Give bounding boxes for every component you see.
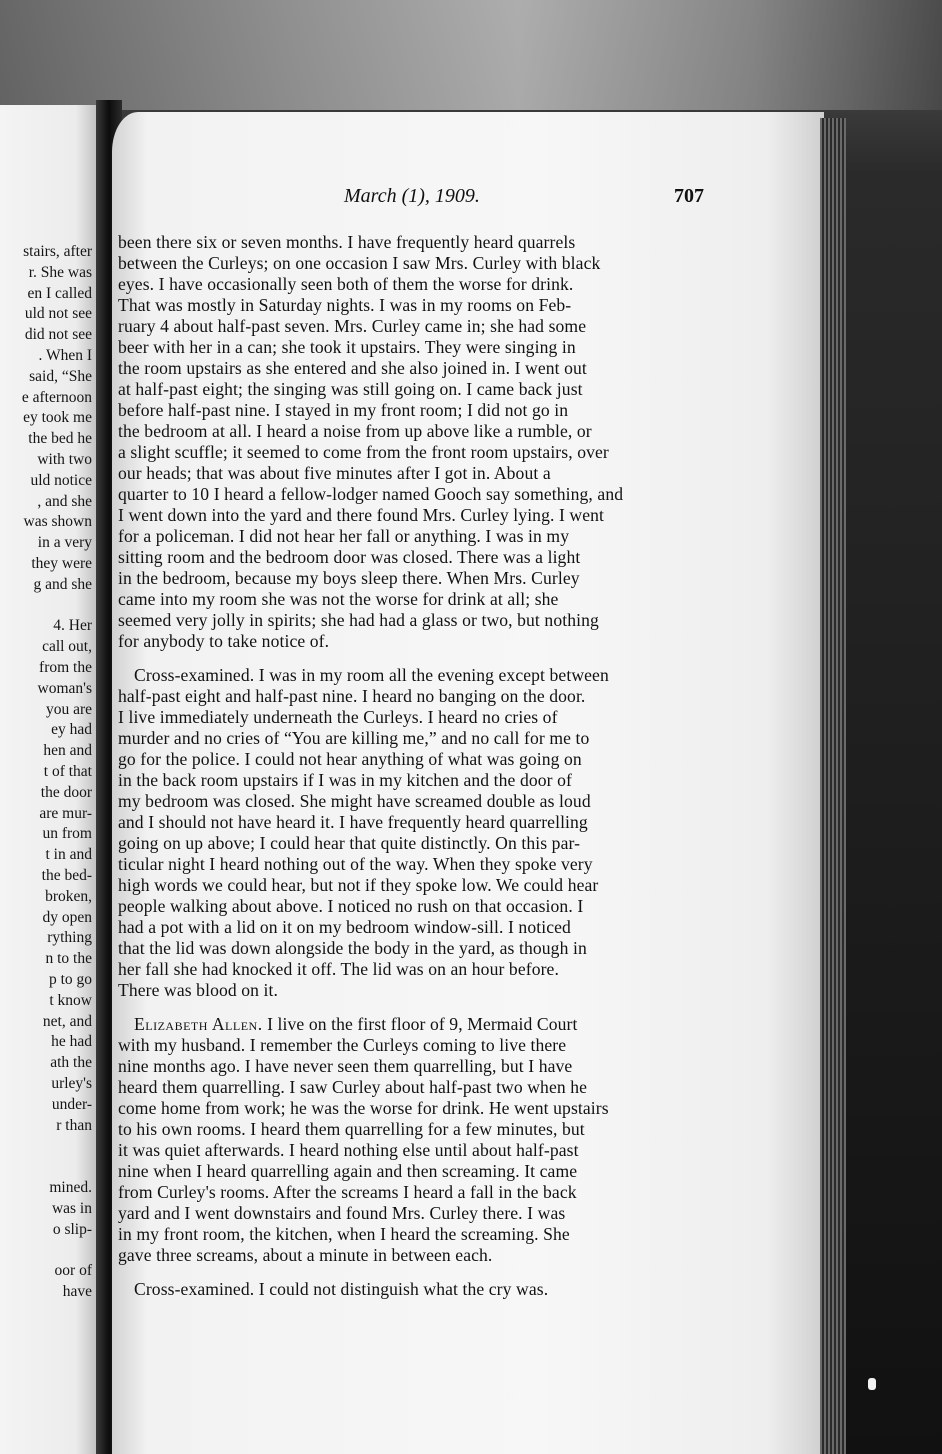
text-line xyxy=(118,749,716,770)
line-text: go for the police. I could not hear anything of what was going on xyxy=(118,749,582,769)
left-page-line: said, “She xyxy=(29,367,92,385)
text-line xyxy=(134,1279,732,1300)
line-text: came into my room she was not the worse for drink at all; she xyxy=(118,589,559,609)
text-line xyxy=(118,526,716,547)
text-line xyxy=(118,358,716,379)
text-line xyxy=(118,938,716,959)
line-text: ticular night I heard nothing out of the way. When they spoke very xyxy=(118,854,593,874)
text-line xyxy=(118,1224,716,1245)
left-page-line: n to the xyxy=(45,950,92,968)
left-page-line: from the xyxy=(39,659,92,676)
book-top-edge xyxy=(0,0,942,110)
line-text: the bedroom at all. I heard a noise from up above like a rumble, or xyxy=(118,421,592,441)
text-line xyxy=(118,505,716,526)
left-page-line: rything xyxy=(47,929,92,947)
text-line xyxy=(118,589,716,610)
left-page-line: g and she xyxy=(33,575,92,593)
left-page-line: the door xyxy=(40,783,92,801)
left-page-line: r than xyxy=(56,1116,92,1134)
line-text: murder and no cries of “You are killing me,” and no call for me to xyxy=(118,728,590,748)
text-line xyxy=(118,379,716,400)
text-line xyxy=(134,665,732,686)
line-text: that the lid was down alongside the body in the yard, as though in xyxy=(118,938,587,958)
left-page-line: un from xyxy=(42,825,92,843)
text-line xyxy=(118,295,716,316)
line-text: sitting room and the bedroom door was closed. There was a light xyxy=(118,547,581,567)
left-page-line: they were xyxy=(31,555,92,572)
text-line xyxy=(118,421,716,442)
line-text: nine months ago. I have never seen them quarrelling, but I have xyxy=(118,1056,573,1076)
left-page-line: p to go xyxy=(48,971,92,988)
line-text: high words we could hear, but not if they spoke low. We could hear xyxy=(118,875,599,895)
left-page-line: broken, xyxy=(45,887,92,905)
left-page-line: mined. xyxy=(49,1179,92,1196)
left-page-line: uld not see xyxy=(24,305,92,323)
left-page-line: the bed he xyxy=(28,430,92,448)
line-text: ruary 4 about half-past seven. Mrs. Curley came in; she had some xyxy=(118,316,587,336)
page-stack-edge xyxy=(820,118,846,1454)
text-line xyxy=(118,833,716,854)
left-page-fragment xyxy=(0,105,108,1454)
left-page-line: urley's xyxy=(51,1075,92,1092)
line-text: in the back room upstairs if I was in my kitchen and the door of xyxy=(118,770,572,790)
line-text: her fall she had knocked it off. The lid was on an hour before. xyxy=(118,959,559,979)
line-text: heard them quarrelling. I saw Curley about half-past two when he xyxy=(118,1077,588,1097)
line-text: for a policeman. I did not hear her fall or anything. I was in my xyxy=(118,526,570,546)
line-text: eyes. I have occasionally seen both of them the worse for drink. xyxy=(118,274,574,294)
line-text: it was quiet afterwards. I heard nothing else until about half-past xyxy=(118,1140,579,1160)
line-text: my bedroom was closed. She might have screamed double as loud xyxy=(118,791,591,811)
left-page-line: under- xyxy=(51,1095,92,1113)
line-text: to his own rooms. I heard them quarrelling for a few minutes, but xyxy=(118,1119,585,1139)
line-text: Cross-examined. I was in my room all the evening except between xyxy=(134,665,609,685)
text-line xyxy=(118,547,716,568)
line-text: with my husband. I remember the Curleys coming to live there xyxy=(118,1035,567,1055)
line-text: I went down into the yard and there found Mrs. Curley lying. I went xyxy=(118,505,605,525)
line-text: come home from work; he was the worse for drink. He went upstairs xyxy=(118,1098,609,1118)
scan-smudge xyxy=(868,1378,876,1390)
speaker-name: Elizabeth Allen. xyxy=(134,1014,263,1034)
text-line xyxy=(118,337,716,358)
line-text: gave three screams, about a minute in between each. xyxy=(118,1245,493,1265)
left-page-line: was shown xyxy=(23,513,92,531)
text-line xyxy=(118,253,716,274)
text-line xyxy=(118,631,716,652)
left-page-line: stairs, after xyxy=(23,243,92,260)
text-line xyxy=(118,232,716,253)
line-text: There was blood on it. xyxy=(118,980,279,1000)
left-page-line: , and she xyxy=(37,492,92,510)
left-page-line: are mur- xyxy=(39,804,92,822)
line-text: yard and I went downstairs and found Mrs. Curley there. I was xyxy=(118,1203,566,1223)
text-line xyxy=(118,568,716,589)
left-page-line: in a very xyxy=(37,534,92,552)
left-page-line: dy open xyxy=(42,908,92,926)
text-line xyxy=(118,400,716,421)
text-line xyxy=(118,854,716,875)
line-text: going on up above; I could hear that quite distinctly. On this par- xyxy=(118,833,581,853)
left-page-line: hen and xyxy=(43,742,92,760)
left-page-line: have xyxy=(62,1283,92,1300)
left-page-line: did not see xyxy=(24,326,92,344)
text-line xyxy=(118,1203,716,1224)
line-text: a slight scuffle; it seemed to come from the front room upstairs, over xyxy=(118,442,609,462)
text-line xyxy=(118,610,716,631)
left-page-line: . When I xyxy=(38,347,92,364)
text-line xyxy=(118,980,716,1001)
left-page-line: ey took me xyxy=(23,409,92,427)
text-line xyxy=(118,1077,716,1098)
text-line xyxy=(118,707,716,728)
left-page-line: you are xyxy=(45,700,92,718)
left-page-line: t in and xyxy=(45,846,92,864)
left-page-line: e afternoon xyxy=(21,388,92,406)
text-line xyxy=(134,1014,732,1035)
left-page-line: woman's xyxy=(37,679,92,697)
text-line xyxy=(118,728,716,749)
text-line xyxy=(118,917,716,938)
text-line xyxy=(118,274,716,295)
text-line xyxy=(118,1161,716,1182)
line-text: had a pot with a lid on it on my bedroom window-sill. I noticed xyxy=(118,917,571,937)
text-line xyxy=(118,1245,716,1266)
text-line xyxy=(118,959,716,980)
text-line xyxy=(118,686,716,707)
line-text: half-past eight and half-past nine. I heard no banging on the door. xyxy=(118,686,586,706)
line-text: for anybody to take notice of. xyxy=(118,631,330,651)
line-text: before half-past nine. I stayed in my front room; I did not go in xyxy=(118,400,569,420)
left-page-line: uld notice xyxy=(30,471,92,489)
text-line xyxy=(118,1182,716,1203)
text-line xyxy=(118,463,716,484)
line-text: at half-past eight; the singing was still going on. I came back just xyxy=(118,379,583,399)
text-line xyxy=(118,875,716,896)
left-page-line: the bed- xyxy=(41,867,92,884)
line-text: from Curley's rooms. After the screams I heard a fall in the back xyxy=(118,1182,577,1202)
text-line xyxy=(118,1098,716,1119)
left-page-line: ey had xyxy=(51,721,92,739)
left-page-line: he had xyxy=(51,1033,92,1051)
left-page-line: en I called xyxy=(27,284,92,302)
line-text: quarter to 10 I heard a fellow-lodger named Gooch say something, and xyxy=(118,484,624,504)
line-text: and I should not have heard it. I have frequently heard quarrelling xyxy=(118,812,588,832)
left-page-line: net, and xyxy=(42,1012,92,1030)
text-line xyxy=(118,484,716,505)
left-page-line: with two xyxy=(37,451,92,468)
line-text: I live on the first floor of 9, Mermaid Court xyxy=(262,1014,578,1034)
page-number: 707 xyxy=(674,185,704,207)
left-page-line: call out, xyxy=(42,638,92,656)
line-text: That was mostly in Saturday nights. I was in my rooms on Feb- xyxy=(118,295,572,315)
page-header xyxy=(112,185,824,215)
text-line xyxy=(118,1035,716,1056)
left-page-line: t of that xyxy=(43,763,92,780)
text-line xyxy=(118,442,716,463)
text-line xyxy=(118,812,716,833)
line-text: the room upstairs as she entered and she also joined in. I went out xyxy=(118,358,587,378)
running-head: March (1), 1909. xyxy=(344,185,480,207)
line-text: people walking about above. I noticed no rush on that occasion. I xyxy=(118,896,584,916)
line-text: between the Curleys; on one occasion I saw Mrs. Curley with black xyxy=(118,253,601,273)
text-line xyxy=(118,316,716,337)
left-page-line: r. She was xyxy=(28,263,92,281)
line-text: beer with her in a can; she took it upstairs. They were singing in xyxy=(118,337,576,357)
left-page-line: 4. Her xyxy=(53,617,92,635)
line-text: Cross-examined. I could not distinguish what the cry was. xyxy=(134,1279,549,1299)
text-line xyxy=(118,1140,716,1161)
line-text: been there six or seven months. I have frequently heard quarrels xyxy=(118,232,576,252)
left-page-line: o slip- xyxy=(52,1220,92,1238)
text-line xyxy=(118,1119,716,1140)
left-page-line: oor of xyxy=(54,1262,92,1280)
text-line xyxy=(118,791,716,812)
left-page-line: was in xyxy=(51,1199,92,1217)
left-page-line: t know xyxy=(49,991,92,1009)
line-text: our heads; that was about five minutes after I got in. About a xyxy=(118,463,551,483)
line-text: nine when I heard quarrelling again and then screaming. It came xyxy=(118,1161,578,1181)
line-text: seemed very jolly in spirits; she had had a glass or two, but nothing xyxy=(118,610,599,630)
text-line xyxy=(118,770,716,791)
line-text: in the bedroom, because my boys sleep there. When Mrs. Curley xyxy=(118,568,580,588)
line-text: I live immediately underneath the Curleys. I heard no cries of xyxy=(118,707,558,727)
line-text: in my front room, the kitchen, when I heard the screaming. She xyxy=(118,1224,570,1244)
left-page-line: ath the xyxy=(50,1054,92,1072)
text-line xyxy=(118,896,716,917)
text-line xyxy=(118,1056,716,1077)
